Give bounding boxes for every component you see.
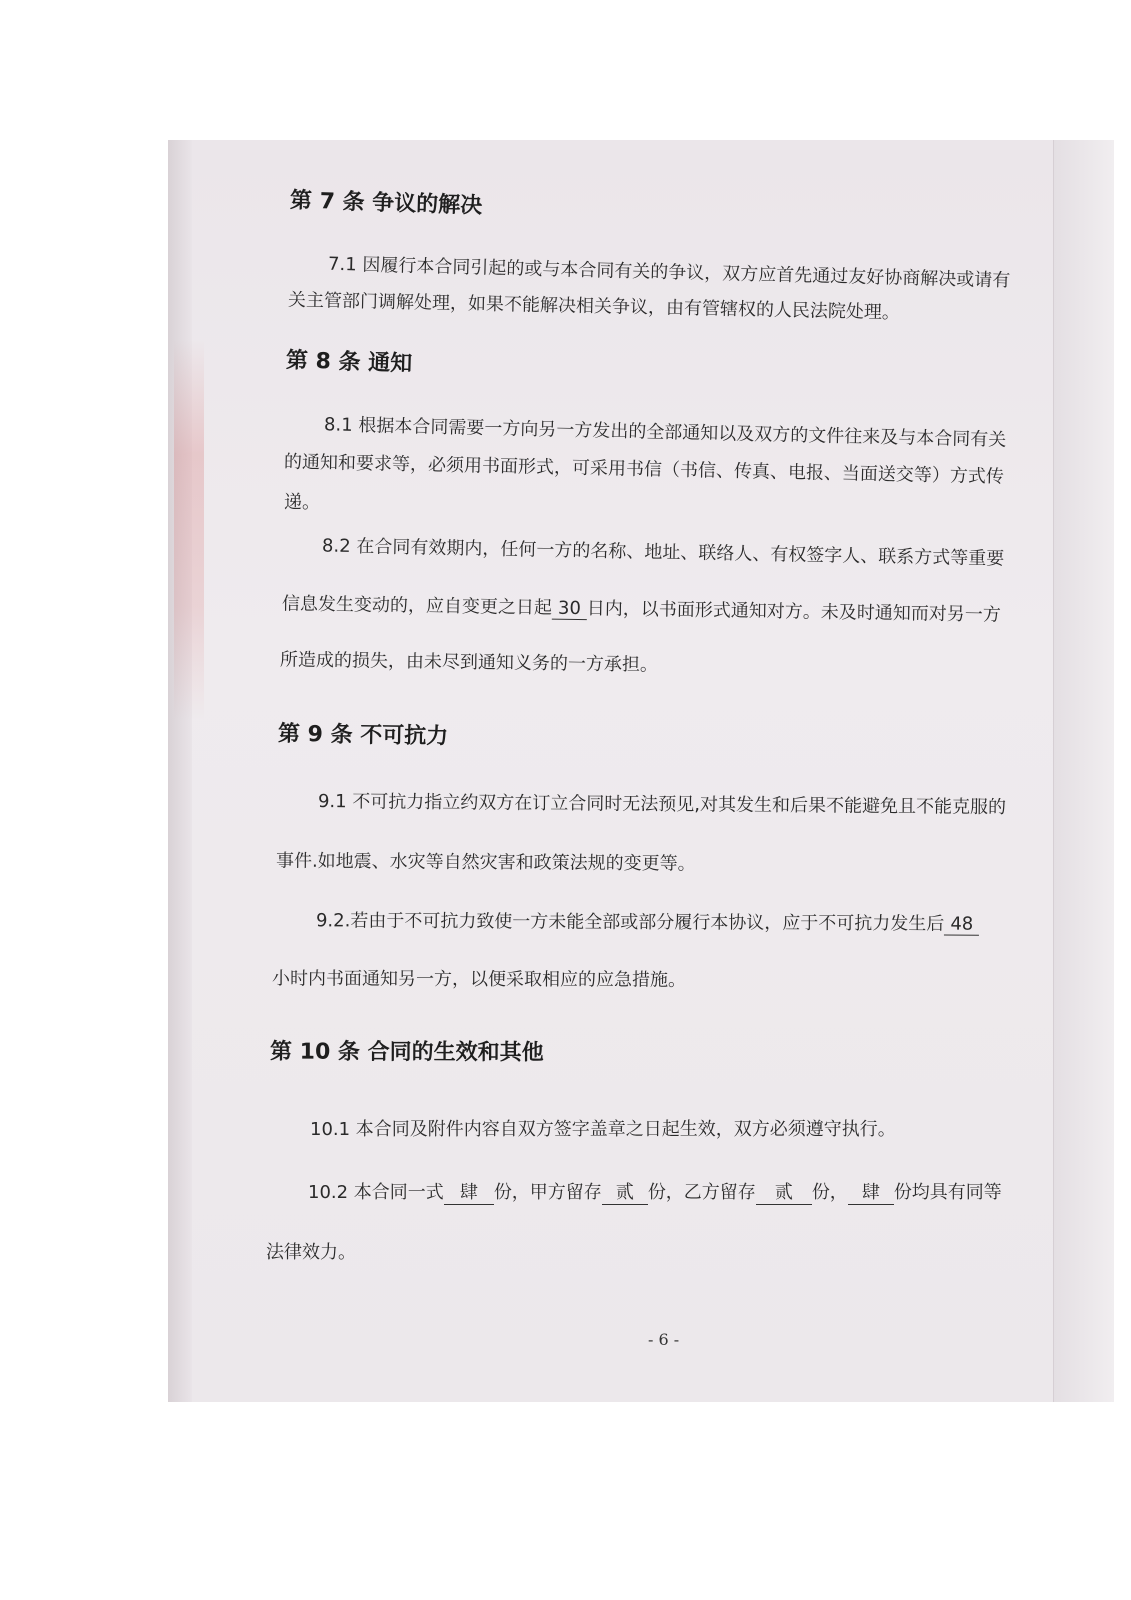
para-10-1-line-1: 10.1 本合同及附件内容自双方签字盖章之日起生效，双方必须遵守执行。 xyxy=(310,1119,896,1140)
para-10-2-text-c: 份，乙方留存 xyxy=(647,1182,756,1203)
para-10-2-text-a: 10.2 本合同一式 xyxy=(308,1182,444,1203)
party-a-copies-field: 贰 xyxy=(602,1178,648,1205)
section-8-heading: 第 8 条 通知 xyxy=(285,348,413,377)
para-7-1-line-1: 7.1 因履行本合同引起的或与本合同有关的争议，双方应首先通过友好协商解决或请有 xyxy=(327,253,1011,292)
document-photo xyxy=(168,140,1114,1402)
para-8-1-line-1: 8.1 根据本合同需要一方向另一方发出的全部通知以及双方的文件往来及与本合同有关 xyxy=(323,414,1007,451)
para-9-1-line-2: 事件.如地震、水灾等自然灾害和政策法规的变更等。 xyxy=(275,850,696,875)
para-10-2-line-2: 法律效力。 xyxy=(266,1242,356,1263)
para-8-1-line-3: 递。 xyxy=(284,492,320,513)
notice-days-field: 30 xyxy=(552,598,587,621)
page-number: - 6 - xyxy=(648,1330,680,1349)
para-10-2-text-e: 份均具有同等 xyxy=(893,1182,1002,1203)
para-10-2-text-b: 份，甲方留存 xyxy=(493,1182,602,1203)
para-10-2-text-d: 份， xyxy=(811,1182,848,1203)
para-8-2-text-b: 日内，以书面形式通知对方。未及时通知而对另一方 xyxy=(586,598,1002,626)
para-10-2-line-1 xyxy=(308,1178,1002,1205)
seal-stamp-mark xyxy=(174,340,204,720)
para-8-2-text-a: 信息发生变动的，应自变更之日起 xyxy=(281,593,553,619)
section-7-heading: 第 7 条 争议的解决 xyxy=(289,188,483,219)
party-b-copies-field: 贰 xyxy=(756,1178,812,1205)
adjacent-page-edge xyxy=(1053,140,1114,1402)
para-9-1-line-1: 9.1 不可抗力指立约双方在订立合同时无法预见,对其发生和后果不能避免且不能克服的 xyxy=(317,790,1007,819)
equal-copies-field: 肆 xyxy=(848,1178,894,1205)
page-stack-edge xyxy=(168,140,192,1402)
para-9-2-line-1 xyxy=(316,906,979,935)
para-8-2-line-2 xyxy=(282,589,1001,626)
section-10-heading: 第 10 条 合同的生效和其他 xyxy=(269,1039,544,1066)
para-8-2-line-1: 8.2 在合同有效期内，任何一方的名称、地址、联络人、有权签字人、联系方式等重要 xyxy=(321,535,1005,570)
para-9-2-line-2: 小时内书面通知另一方，以便采取相应的应急措施。 xyxy=(271,968,687,991)
notice-hours-field: 48 xyxy=(944,914,979,936)
copies-total-field: 肆 xyxy=(444,1178,494,1205)
para-8-2-line-3: 所造成的损失，由未尽到通知义务的一方承担。 xyxy=(279,649,659,676)
para-9-2-text-a: 9.2.若由于不可抗力致使一方未能全部或部分履行本协议，应于不可抗力发生后 xyxy=(315,910,945,935)
para-7-1-line-2: 关主管部门调解处理，如果不能解决相关争议，由有管辖权的人民法院处理。 xyxy=(287,289,901,324)
para-8-1-line-2: 的通知和要求等，必须用书面形式，可采用书信（书信、传真、电报、当面送交等）方式传 xyxy=(283,451,1005,488)
section-9-heading: 第 9 条 不可抗力 xyxy=(277,721,449,750)
